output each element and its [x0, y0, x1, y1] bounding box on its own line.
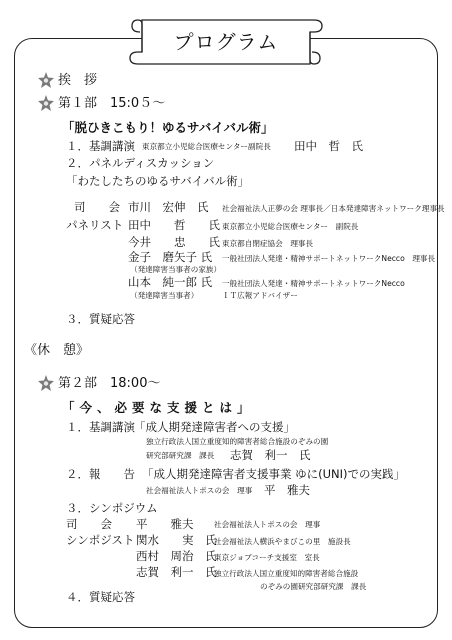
panelist-note: （発達障害当事者）	[130, 291, 199, 300]
symposist-org2: のぞみの園研究部研究課 課長	[260, 582, 367, 591]
part2-lecture-org: 独立行政法人国立重度知的障害者総合施設のぞみの園	[146, 437, 329, 446]
part2-lecture-label: １．基調講演	[66, 420, 135, 434]
panelist-name: 山本 純一郎 氏	[128, 275, 213, 289]
symposist-org: 独立行政法人国立重度知的障害者総合施設	[214, 569, 359, 578]
panel-label: ２．パネルディスカッション	[66, 156, 215, 170]
panelist-org: 一般社団法人発達・精神サポートネットワークNecco 理事長	[222, 254, 436, 263]
part1-lecture-label: １．基調講演	[66, 139, 135, 153]
part1-theme: 「脱ひきこもり！ゆるサバイバル術」	[62, 120, 274, 135]
part1-lecture-name: 田中 哲 氏	[294, 139, 363, 153]
greeting: 挨 拶	[58, 73, 98, 88]
report-label: ２．報 告	[66, 467, 135, 481]
moderator-org: 社会福祉法人正夢の会 理事長／日本発達障害ネットワーク理事長	[222, 204, 445, 213]
symposium-label: ３．シンポジウム	[66, 501, 158, 515]
part2-lecture-org2: 研究部研究課 課長	[146, 451, 215, 460]
sym-moderator-name: 平 雅夫	[136, 517, 194, 531]
part1-heading: 第１部 15:0５～	[58, 96, 166, 111]
star-bullet-icon	[38, 375, 54, 391]
panelist-org: 一般社団法人発達・精神サポートネットワークNecco	[222, 279, 405, 288]
symposist-name: 西村 周治 氏	[136, 549, 217, 563]
panelist-note: （発達障害当事者の家族）	[130, 265, 222, 274]
panel-title: 「わたしたちのゆるサバイバル術」	[66, 174, 250, 188]
part1-lecture-org: 東京都立小児総合医療センター副院長	[142, 142, 271, 151]
panelist-org2: ＩＴ広報アドバイザー	[222, 291, 298, 300]
part2-qa: ４．質疑応答	[66, 590, 135, 604]
symposists-label: シンポジスト	[66, 533, 135, 547]
panelist-org: 東京都立小児総合医療センター 副院長	[222, 222, 359, 231]
report-title: 「成人期発達障害者支援事業 ゆに(UNI)での実践」	[142, 467, 406, 481]
panelist-name: 金子 磨矢子 氏	[128, 250, 213, 264]
symposist-org: 社会福祉法人横浜やまびこの里 施設長	[214, 537, 351, 546]
part2-lecture-name: 志賀 利一 氏	[230, 448, 311, 462]
break-label: 《休 憩》	[24, 343, 90, 358]
sym-moderator-role: 司 会	[66, 517, 112, 531]
symposist-org: 東京ジョブコーチ支援室 室長	[214, 553, 320, 562]
star-bullet-icon	[38, 72, 54, 88]
moderator-name: 市川 宏伸 氏	[128, 200, 209, 214]
panelist-org: 東京都自閉症協会 理事長	[222, 239, 314, 248]
panelist-name: 今井 忠 氏	[128, 235, 220, 249]
part2-theme: 「今、必要な支援とは」	[62, 400, 255, 415]
star-bullet-icon	[38, 95, 54, 111]
sym-moderator-org: 社会福祉法人トポスの会 理事	[214, 520, 321, 529]
panelists-label: パネリスト	[66, 218, 124, 232]
moderator-role: 司 会	[74, 200, 120, 214]
page-title: プログラム	[173, 30, 279, 54]
report-org: 社会福祉法人トポスの会 理事	[146, 486, 253, 495]
part2-lecture-title: 「成人期発達障害者への支援」	[134, 420, 295, 434]
report-name: 平 雅夫	[264, 483, 310, 497]
title-scroll-banner	[128, 16, 324, 68]
part2-heading: 第２部 18:00～	[58, 376, 161, 391]
symposist-name: 関水 実 氏	[136, 533, 217, 547]
panelist-name: 田中 哲 氏	[128, 218, 220, 232]
part1-qa: ３．質疑応答	[66, 312, 135, 326]
symposist-name: 志賀 利一 氏	[136, 565, 217, 579]
